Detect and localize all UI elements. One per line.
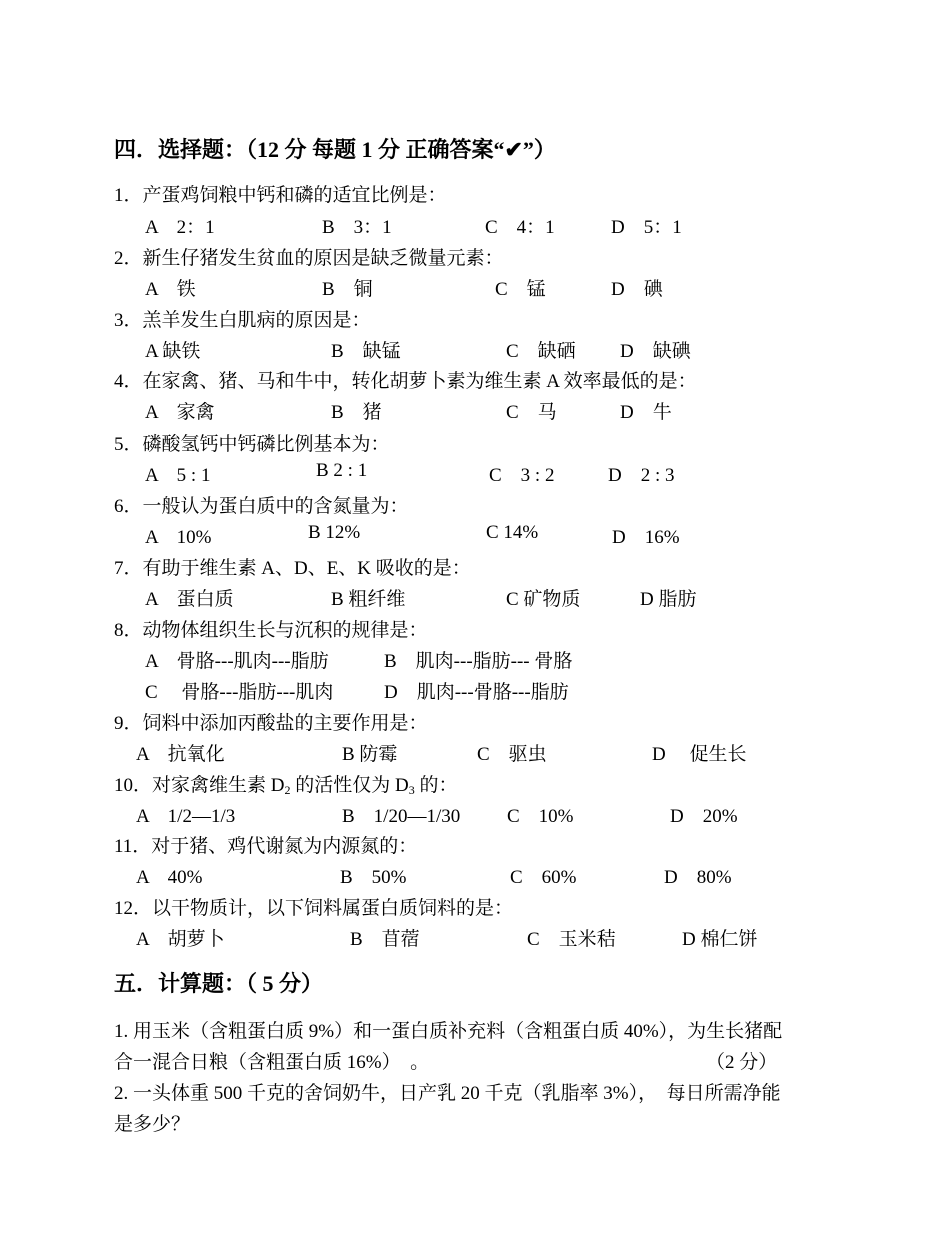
q6-option-a: A 10% [145, 527, 212, 548]
q11-option-d: D 80% [664, 867, 732, 888]
q5-option-b: B 2 : 1 [316, 460, 368, 481]
calc-problem-2-line-2: 是多少？ [114, 1114, 191, 1135]
q9-option-c: C 驱虫 [477, 744, 547, 765]
q6-option-d: D 16% [612, 527, 680, 548]
question-7-stem: 7．有助于维生素 A、D、E、K 吸收的是： [114, 558, 471, 579]
question-9-stem: 9．饲料中添加丙酸盐的主要作用是： [114, 713, 428, 734]
q4-option-d: D 牛 [620, 402, 672, 423]
question-10-stem: 10．对家禽维生素 $D_2$ 的活性仅为 $D_3$ 的： [114, 775, 458, 797]
q1-option-c: C 4：1 [485, 217, 555, 238]
q1-option-a: A 2：1 [145, 217, 215, 238]
calc-problem-1-line-1: 1. 用玉米（含粗蛋白质 9%）和一蛋白质补充料（含粗蛋白质 40%），为生长猪配 [114, 1021, 783, 1042]
section-5-title: 五．计算题：（ 5 分） [114, 971, 324, 996]
q10-option-b: B 1/20—1/30 [342, 806, 461, 827]
question-11-stem: 11．对于猪、鸡代谢氮为内源氮的： [114, 836, 418, 857]
q3-option-c: C 缺硒 [506, 341, 576, 362]
q1-option-b: B 3：1 [322, 217, 392, 238]
q8-option-c: C 骨胳---脂肪---肌肉 [145, 682, 334, 703]
q3-option-d: D 缺碘 [620, 341, 691, 362]
q2-option-c: C 锰 [495, 279, 546, 300]
q6-option-b: B 12% [308, 522, 361, 543]
q7-option-c: C 矿物质 [506, 589, 581, 610]
section-4-title: 四．选择题：（12 分 每题 1 分 正确答案“✔”） [114, 137, 556, 162]
calc-problem-1-score: （2 分） [706, 1052, 778, 1073]
q5-option-a: A 5 : 1 [145, 465, 211, 486]
q11-option-b: B 50% [340, 867, 407, 888]
q8-option-d: D 肌肉---骨胳---脂肪 [384, 682, 569, 703]
question-8-stem: 8．动物体组织生长与沉积的规律是： [114, 620, 428, 641]
question-1-stem: 1．产蛋鸡饲粮中钙和磷的适宜比例是： [114, 185, 447, 206]
q12-option-b: B 苜蓿 [350, 929, 420, 950]
question-3-stem: 3．羔羊发生白肌病的原因是： [114, 310, 371, 331]
q7-option-a: A 蛋白质 [145, 589, 234, 610]
q6-option-c: C 14% [486, 522, 539, 543]
question-6-stem: 6．一般认为蛋白质中的含氮量为： [114, 496, 409, 517]
q5-option-c: C 3 : 2 [489, 465, 555, 486]
q12-option-a: A 胡萝卜 [136, 929, 225, 950]
q1-option-d: D 5：1 [611, 217, 682, 238]
question-2-stem: 2．新生仔猪发生贫血的原因是缺乏微量元素： [114, 248, 504, 269]
q3-option-a: A 缺铁 [145, 341, 201, 362]
q2-option-b: B 铜 [322, 279, 373, 300]
q8-option-b: B 肌肉---脂肪--- 骨胳 [384, 651, 573, 672]
q4-option-b: B 猪 [331, 402, 382, 423]
q7-option-d: D 脂肪 [640, 589, 697, 610]
q11-option-c: C 60% [510, 867, 577, 888]
q9-option-d: D 促生长 [652, 744, 747, 765]
q12-option-d: D 棉仁饼 [682, 929, 758, 950]
q9-option-a: A 抗氧化 [136, 744, 225, 765]
q11-option-a: A 40% [136, 867, 203, 888]
question-4-stem: 4．在家禽、猪、马和牛中，转化胡萝卜素为维生素 A 效率最低的是： [114, 371, 697, 392]
question-5-stem: 5．磷酸氢钙中钙磷比例基本为： [114, 434, 390, 455]
q2-option-a: A 铁 [145, 279, 196, 300]
q5-option-d: D 2 : 3 [608, 465, 675, 486]
q2-option-d: D 碘 [611, 279, 663, 300]
q4-option-c: C 马 [506, 402, 557, 423]
question-12-stem: 12．以干物质计，以下饲料属蛋白质饲料的是： [114, 898, 514, 919]
q10-option-a: A 1/2—1/3 [136, 806, 236, 827]
q4-option-a: A 家禽 [145, 402, 215, 423]
q10-option-c: C 10% [507, 806, 574, 827]
q12-option-c: C 玉米秸 [527, 929, 616, 950]
q7-option-b: B 粗纤维 [331, 589, 406, 610]
q3-option-b: B 缺锰 [331, 341, 401, 362]
q8-option-a: A 骨胳---肌肉---脂肪 [145, 651, 329, 672]
calc-problem-1-line-2: 合一混合日粮（含粗蛋白质 16%） 。 [114, 1052, 430, 1073]
q9-option-b: B 防霉 [342, 744, 398, 765]
q10-option-d: D 20% [670, 806, 738, 827]
calc-problem-2-line-1: 2. 一头体重 500 千克的舍饲奶牛，日产乳 20 千克（乳脂率 3%）， 每日所需净能 [114, 1083, 781, 1104]
